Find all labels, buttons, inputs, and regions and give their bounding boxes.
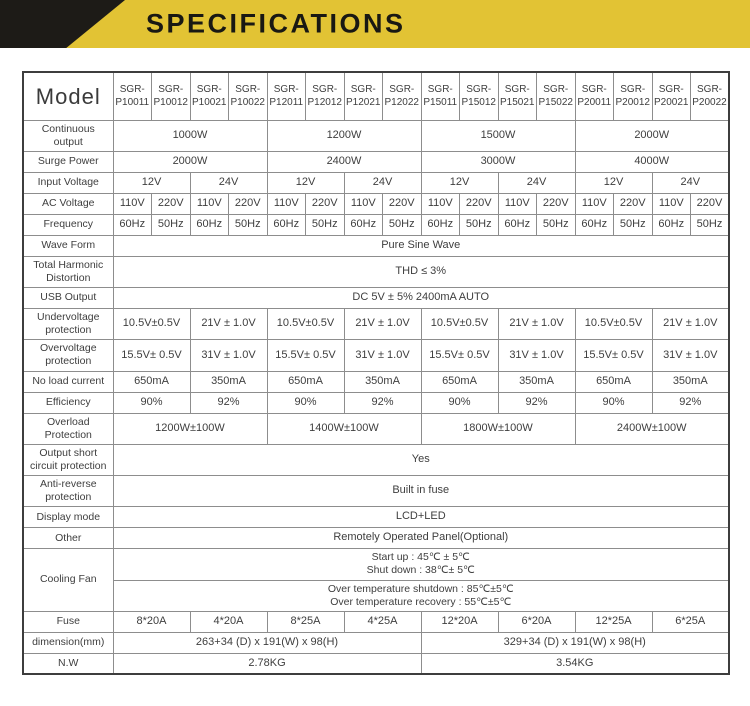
spec-value-cell: 650mA [113, 371, 190, 392]
model-name-cell [460, 72, 499, 120]
model-name-cell [306, 72, 345, 120]
spec-row [23, 309, 729, 340]
spec-row [23, 392, 729, 413]
model-code: P10012 [153, 97, 188, 109]
spec-value-cell: 4000W [575, 151, 729, 172]
spec-value-cell: 110V [421, 193, 460, 214]
model-name-cell [383, 72, 422, 120]
spec-value-cell: 1500W [421, 120, 575, 151]
spec-value-cell: Built in fuse [113, 476, 729, 507]
spec-value-cell: 6*20A [498, 611, 575, 632]
model-code: P20022 [692, 97, 727, 109]
model-name-cell [190, 72, 229, 120]
spec-row [23, 256, 729, 287]
spec-value-cell: 220V [383, 193, 422, 214]
spec-value-cell: 6*25A [652, 611, 729, 632]
spec-row [23, 444, 729, 475]
model-code: P15021 [500, 97, 535, 109]
spec-row [23, 120, 729, 151]
model-prefix: SGR- [466, 84, 492, 96]
specs-banner [0, 0, 750, 48]
spec-row [23, 151, 729, 172]
spec-value-cell: 10.5V±0.5V [421, 309, 498, 340]
spec-row [23, 632, 729, 653]
spec-value-line: Start up : 45℃ ± 5℃ [371, 551, 470, 564]
spec-table-container [0, 48, 750, 675]
model-code: P10021 [192, 97, 227, 109]
spec-value-cell: 50Hz [460, 214, 499, 235]
model-name-cell [575, 72, 614, 120]
model-code: P15012 [461, 97, 496, 109]
model-name-cell [113, 72, 152, 120]
spec-value-cell: 3000W [421, 151, 575, 172]
spec-value-cell: 8*20A [113, 611, 190, 632]
row-label: Anti-reverse protection [23, 476, 113, 507]
spec-value-cell: 110V [498, 193, 537, 214]
model-prefix: SGR- [312, 84, 338, 96]
row-label: Undervoltage protection [23, 309, 113, 340]
model-name-cell [344, 72, 383, 120]
spec-value-cell: 2400W [267, 151, 421, 172]
row-label: No load current [23, 371, 113, 392]
spec-table [22, 71, 730, 675]
spec-value-cell: 31V ± 1.0V [344, 340, 421, 371]
row-label: Total Harmonic Distortion [23, 256, 113, 287]
spec-value-cell: 329+34 (D) x 191(W) x 98(H) [421, 632, 729, 653]
spec-row [23, 476, 729, 507]
spec-value-cell: 31V ± 1.0V [190, 340, 267, 371]
spec-row [23, 172, 729, 193]
row-label: Efficiency [23, 392, 113, 413]
spec-value-cell: 90% [421, 392, 498, 413]
spec-value-cell: 60Hz [190, 214, 229, 235]
spec-value-cell: LCD+LED [113, 507, 729, 528]
spec-value-cell: 50Hz [383, 214, 422, 235]
spec-value-cell: 60Hz [652, 214, 691, 235]
spec-value-cell: 2000W [113, 151, 267, 172]
banner-diagonal-accent [0, 0, 125, 48]
model-name-cell [229, 72, 268, 120]
model-code: P15011 [423, 97, 458, 109]
spec-value-cell: 220V [306, 193, 345, 214]
spec-value-cell: 60Hz [267, 214, 306, 235]
spec-value-cell: THD ≤ 3% [113, 256, 729, 287]
spec-value-cell: DC 5V ± 5% 2400mA AUTO [113, 288, 729, 309]
spec-row [23, 235, 729, 256]
spec-value-cell: 350mA [652, 371, 729, 392]
model-code: P12021 [346, 97, 381, 109]
spec-value-cell: 220V [229, 193, 268, 214]
spec-row [23, 340, 729, 371]
spec-value-cell: 92% [652, 392, 729, 413]
spec-value-cell: 220V [152, 193, 191, 214]
row-label: Cooling Fan [23, 549, 113, 612]
row-label: Frequency [23, 214, 113, 235]
spec-value-cell: 10.5V±0.5V [113, 309, 190, 340]
spec-value-cell: 15.5V± 0.5V [421, 340, 498, 371]
model-prefix: SGR- [658, 84, 684, 96]
spec-value-cell: 12*25A [575, 611, 652, 632]
spec-value-cell: 220V [691, 193, 730, 214]
model-code: P15022 [538, 97, 573, 109]
row-label: Display mode [23, 507, 113, 528]
row-label: dimension(mm) [23, 632, 113, 653]
spec-value-cell: 21V ± 1.0V [190, 309, 267, 340]
spec-value-cell: 15.5V± 0.5V [575, 340, 652, 371]
spec-value-cell: 350mA [344, 371, 421, 392]
spec-value-cell: 1200W [267, 120, 421, 151]
model-name-cell [691, 72, 730, 120]
spec-value-cell: 110V [113, 193, 152, 214]
spec-value-cell: 4*20A [190, 611, 267, 632]
spec-value-cell: 15.5V± 0.5V [113, 340, 190, 371]
spec-value-cell: 110V [190, 193, 229, 214]
model-prefix: SGR- [119, 84, 145, 96]
spec-value-cell: 60Hz [344, 214, 383, 235]
spec-value-cell: 220V [537, 193, 576, 214]
spec-value-cell: 110V [652, 193, 691, 214]
row-label: Wave Form [23, 235, 113, 256]
model-name-cell [267, 72, 306, 120]
spec-value-cell: 15.5V± 0.5V [267, 340, 344, 371]
model-prefix: SGR- [543, 84, 569, 96]
spec-value-cell: 110V [344, 193, 383, 214]
model-name-cell [537, 72, 576, 120]
model-code: P12022 [384, 97, 419, 109]
spec-value-cell: 12V [267, 172, 344, 193]
model-prefix: SGR- [581, 84, 607, 96]
spec-value-cell: 4*25A [344, 611, 421, 632]
model-code: P12012 [307, 97, 342, 109]
model-name-cell [498, 72, 537, 120]
model-name-cell [614, 72, 653, 120]
row-label: Overvoltage protection [23, 340, 113, 371]
spec-row [23, 549, 729, 580]
spec-value-cell: 24V [652, 172, 729, 193]
spec-value-cell: 50Hz [152, 214, 191, 235]
row-label: Continuous output [23, 120, 113, 151]
spec-value-cell: 21V ± 1.0V [344, 309, 421, 340]
model-prefix: SGR- [350, 84, 376, 96]
row-label: Other [23, 528, 113, 549]
spec-value-line: Shut down : 38℃± 5℃ [366, 564, 475, 577]
spec-value-cell [113, 549, 729, 580]
spec-value-cell: 650mA [267, 371, 344, 392]
spec-value-cell: 24V [498, 172, 575, 193]
spec-value-cell: 12V [113, 172, 190, 193]
spec-value-line: Over temperature recovery : 55℃±5℃ [330, 595, 512, 608]
model-prefix: SGR- [427, 84, 453, 96]
model-prefix: SGR- [697, 84, 722, 96]
model-prefix: SGR- [196, 84, 222, 96]
spec-value-cell: 12V [575, 172, 652, 193]
spec-value-cell: Pure Sine Wave [113, 235, 729, 256]
row-label: Overload Protection [23, 413, 113, 444]
model-header-row [23, 72, 729, 120]
model-prefix: SGR- [235, 84, 261, 96]
spec-value-cell: 50Hz [537, 214, 576, 235]
model-header-label: Model [23, 72, 113, 120]
spec-row [23, 580, 729, 611]
spec-row [23, 193, 729, 214]
spec-value-cell: 2000W [575, 120, 729, 151]
spec-value-cell: 50Hz [229, 214, 268, 235]
model-code: P20011 [577, 97, 612, 109]
spec-row [23, 528, 729, 549]
spec-value-cell: 24V [190, 172, 267, 193]
spec-value-cell: 31V ± 1.0V [498, 340, 575, 371]
spec-value-cell: 50Hz [691, 214, 730, 235]
spec-value-cell: 21V ± 1.0V [652, 309, 729, 340]
spec-value-cell: 31V ± 1.0V [652, 340, 729, 371]
model-prefix: SGR- [504, 84, 530, 96]
spec-value-cell: 110V [575, 193, 614, 214]
spec-value-cell: 220V [460, 193, 499, 214]
spec-value-cell: 650mA [575, 371, 652, 392]
spec-value-cell: 50Hz [614, 214, 653, 235]
model-name-cell [152, 72, 191, 120]
model-code: P20021 [654, 97, 689, 109]
spec-value-cell: 110V [267, 193, 306, 214]
model-prefix: SGR- [620, 84, 646, 96]
row-label: Fuse [23, 611, 113, 632]
model-code: P10022 [230, 97, 265, 109]
spec-value-cell: 10.5V±0.5V [267, 309, 344, 340]
spec-value-line: Over temperature shutdown : 85℃±5℃ [327, 582, 514, 595]
spec-value-cell [113, 580, 729, 611]
spec-value-cell: 50Hz [306, 214, 345, 235]
row-label: N.W [23, 653, 113, 674]
spec-value-cell: 263+34 (D) x 191(W) x 98(H) [113, 632, 421, 653]
model-code: P20012 [615, 97, 650, 109]
spec-value-cell: 2400W±100W [575, 413, 729, 444]
row-label: Input Voltage [23, 172, 113, 193]
spec-value-cell: 1800W±100W [421, 413, 575, 444]
spec-value-cell: 1200W±100W [113, 413, 267, 444]
spec-value-cell: 92% [344, 392, 421, 413]
model-code: P10011 [115, 97, 150, 109]
spec-row [23, 413, 729, 444]
spec-value-cell: 12V [421, 172, 498, 193]
spec-value-cell: 60Hz [498, 214, 537, 235]
spec-value-cell: 60Hz [421, 214, 460, 235]
model-prefix: SGR- [273, 84, 299, 96]
page-title: SPECIFICATIONS [146, 8, 406, 39]
row-label: Output short circuit protection [23, 444, 113, 475]
spec-value-cell: 12*20A [421, 611, 498, 632]
spec-value-cell: 1000W [113, 120, 267, 151]
spec-value-cell: 92% [190, 392, 267, 413]
spec-value-cell: 3.54KG [421, 653, 729, 674]
model-name-cell [652, 72, 691, 120]
spec-value-cell: 60Hz [113, 214, 152, 235]
spec-value-cell: 350mA [498, 371, 575, 392]
spec-table-body [23, 72, 729, 674]
model-prefix: SGR- [389, 84, 415, 96]
spec-row [23, 288, 729, 309]
spec-value-cell: 2.78KG [113, 653, 421, 674]
model-prefix: SGR- [158, 84, 184, 96]
spec-value-cell: 24V [344, 172, 421, 193]
spec-row [23, 214, 729, 235]
spec-value-cell: 90% [575, 392, 652, 413]
spec-value-cell: 1400W±100W [267, 413, 421, 444]
spec-row [23, 507, 729, 528]
spec-row [23, 611, 729, 632]
spec-value-cell: 60Hz [575, 214, 614, 235]
spec-row [23, 371, 729, 392]
spec-value-cell: Remotely Operated Panel(Optional) [113, 528, 729, 549]
spec-value-cell: 90% [267, 392, 344, 413]
spec-value-cell: 21V ± 1.0V [498, 309, 575, 340]
row-label: USB Output [23, 288, 113, 309]
row-label: Surge Power [23, 151, 113, 172]
spec-value-cell: 8*25A [267, 611, 344, 632]
spec-value-cell: 90% [113, 392, 190, 413]
model-code: P12011 [269, 97, 304, 109]
spec-value-cell: 650mA [421, 371, 498, 392]
model-name-cell [421, 72, 460, 120]
spec-value-cell: 220V [614, 193, 653, 214]
spec-value-cell: 10.5V±0.5V [575, 309, 652, 340]
spec-value-cell: 92% [498, 392, 575, 413]
spec-value-cell: Yes [113, 444, 729, 475]
row-label: AC Voltage [23, 193, 113, 214]
spec-row [23, 653, 729, 674]
spec-value-cell: 350mA [190, 371, 267, 392]
